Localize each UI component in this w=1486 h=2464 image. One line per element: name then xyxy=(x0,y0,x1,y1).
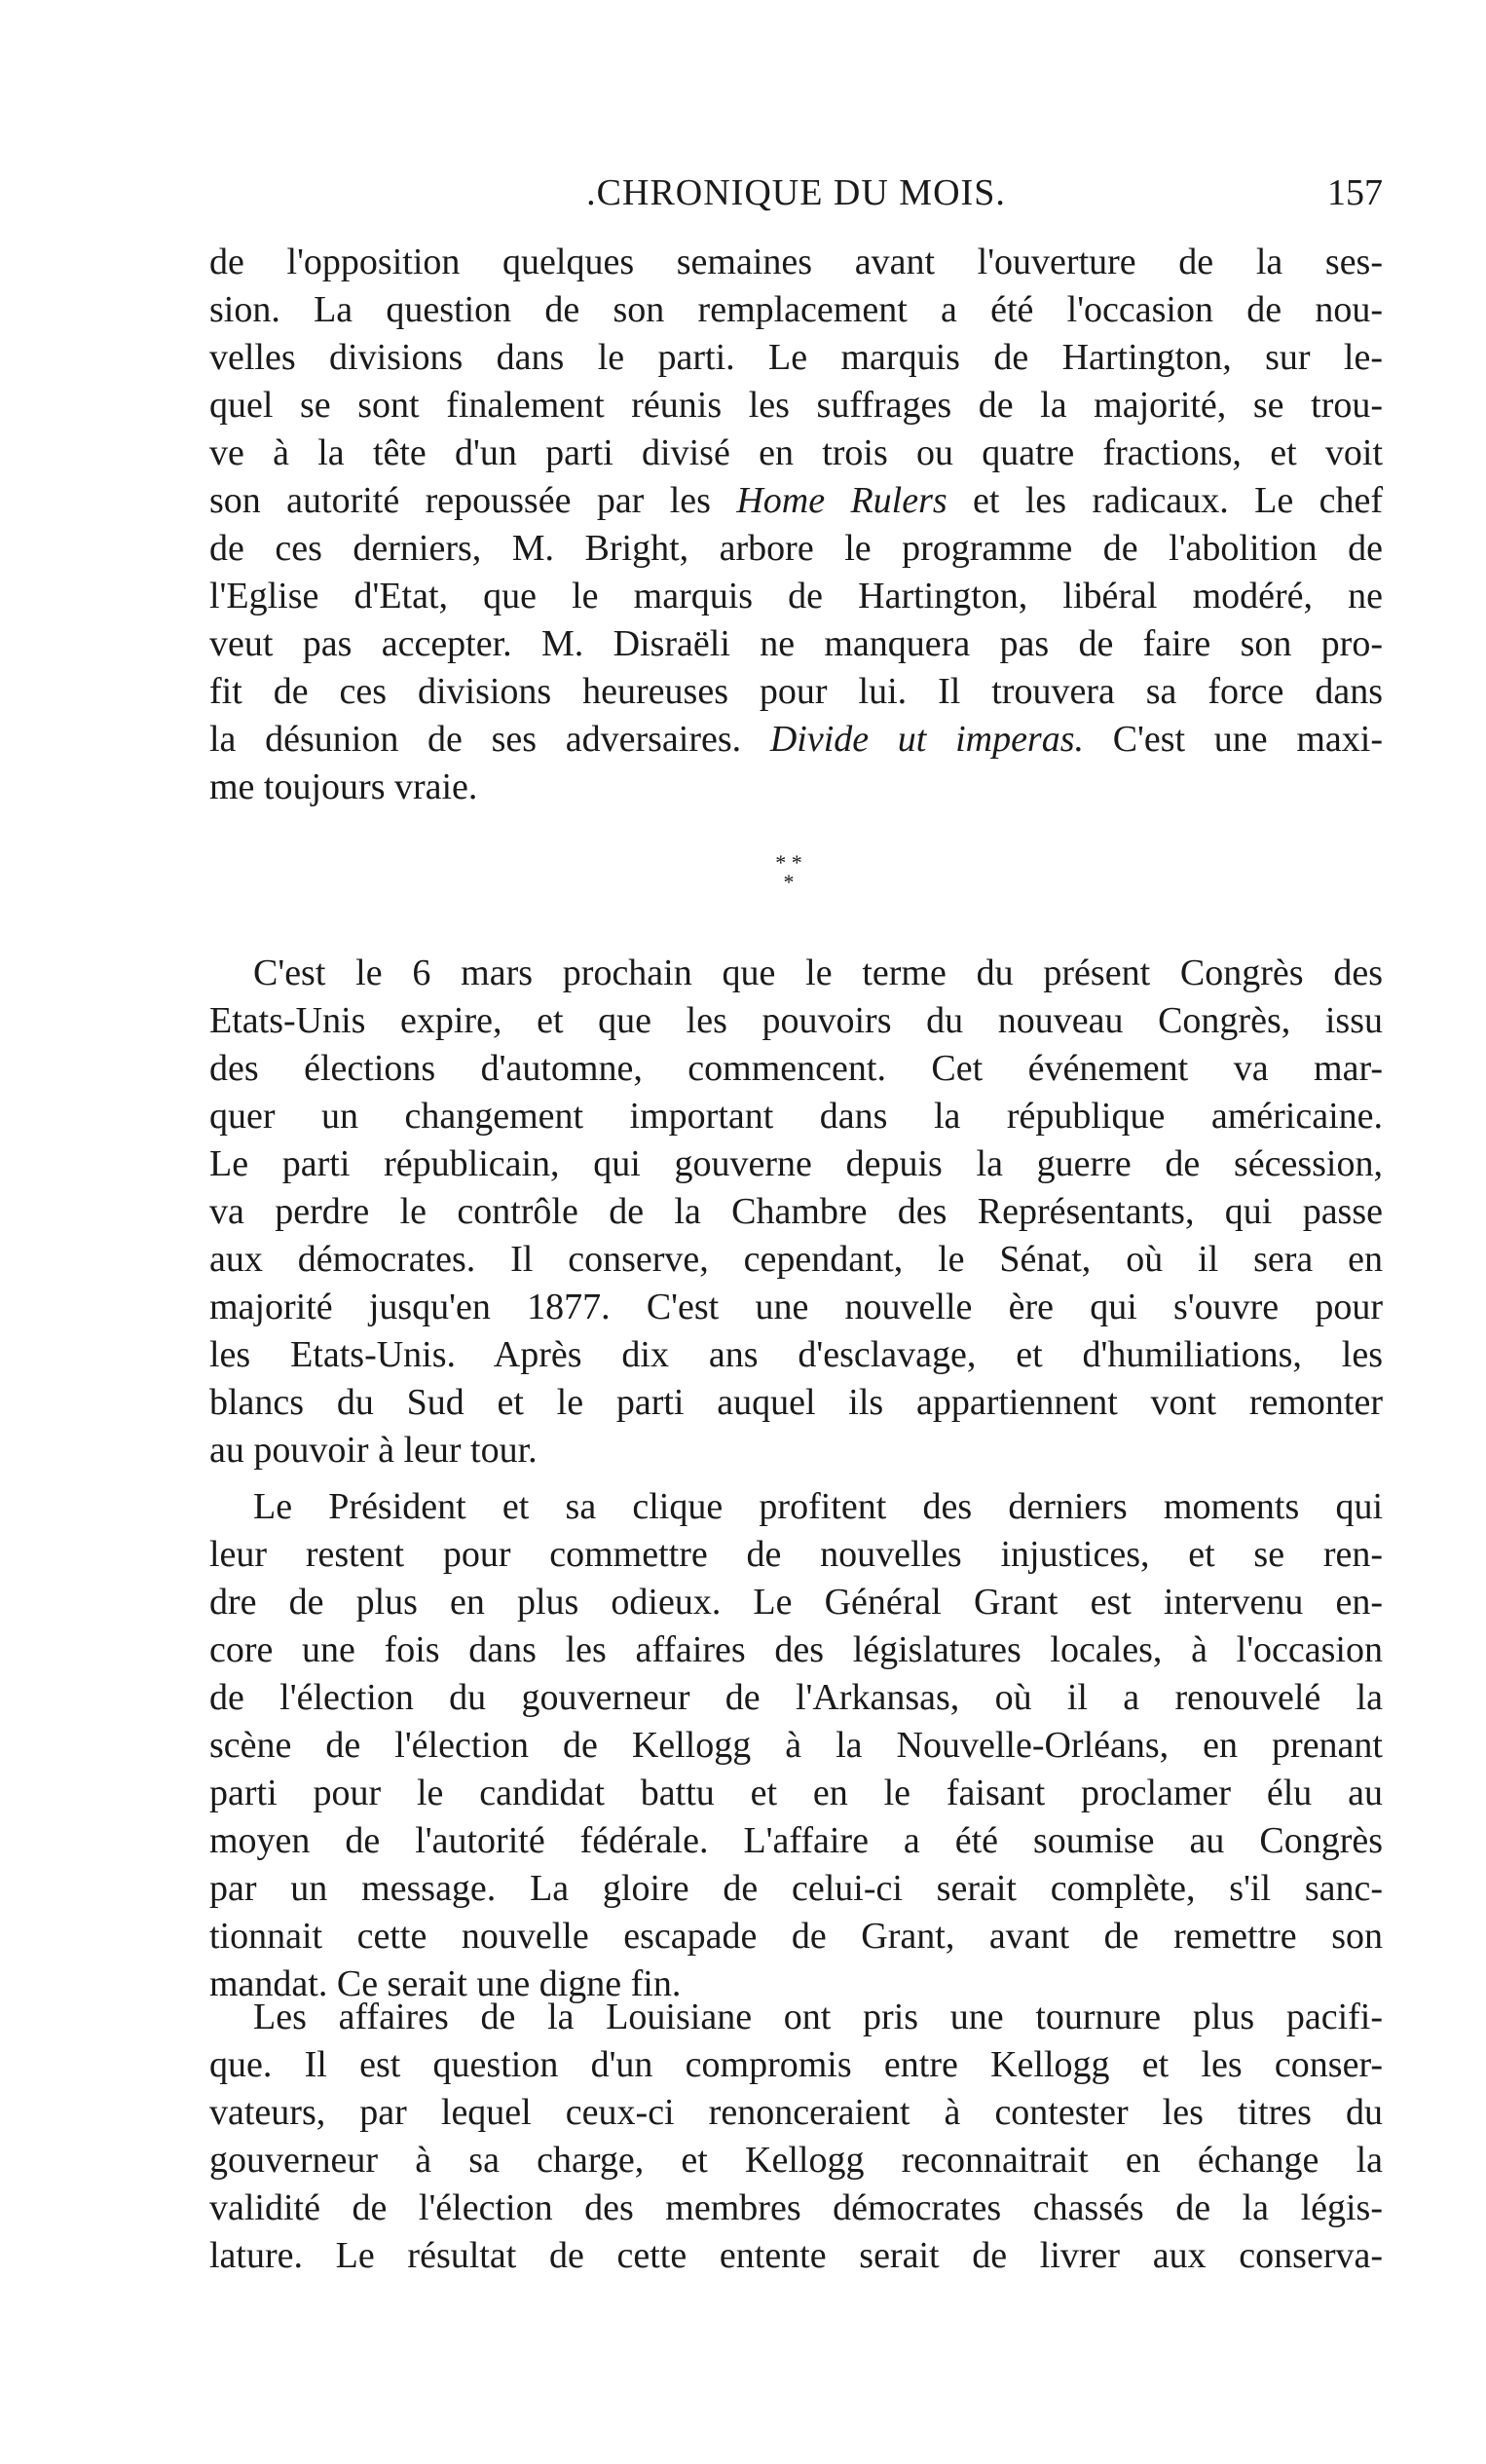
running-head xyxy=(209,164,1383,222)
separator-bottom-star: * xyxy=(783,870,795,894)
text-line: la désunion de ses adversaires. Divide ut imperas. C'est une maxi- xyxy=(209,719,1384,760)
text-line: leur restent pour commettre de nouvelles injustices, et se ren- xyxy=(209,1534,1383,1575)
text-line: que. Il est question d'un compromis entre Kellogg et les conser- xyxy=(209,2044,1383,2085)
text-line: vateurs, par lequel ceux-ci renonceraient à contester les titres du xyxy=(209,2092,1383,2133)
text-line: son autorité repoussée par les Home Rulers et les radicaux. Le chef xyxy=(209,480,1383,521)
text-line: Le Président et sa clique profitent des derniers moments qui xyxy=(253,1486,1383,1527)
paragraph-louisiana-affairs xyxy=(209,1994,1383,2280)
text-line: au pouvoir à leur tour. xyxy=(209,1430,538,1471)
text-line: me toujours vraie. xyxy=(209,766,478,807)
separator-top-stars: * * xyxy=(775,850,802,875)
text-line: Les affaires de la Louisiane ont pris une tournure plus pacifi- xyxy=(253,1997,1383,2037)
text-line: de ces derniers, M. Bright, arbore le programme de l'abolition de xyxy=(209,528,1383,569)
text-line: validité de l'élection des membres démocrates chassés de la légis- xyxy=(209,2187,1383,2228)
text-line: Etats-Unis expire, et que les pouvoirs du nouveau Congrès, issu xyxy=(209,1000,1383,1041)
text-line: lature. Le résultat de cette entente serait de livrer aux conserva- xyxy=(209,2235,1383,2276)
text-line: velles divisions dans le parti. Le marquis de Hartington, sur le- xyxy=(209,337,1383,378)
paragraph-england-politics xyxy=(209,239,1383,811)
text-line: veut pas accepter. M. Disraëli ne manquera pas de faire son pro- xyxy=(209,623,1383,664)
text-line: ve à la tête d'un parti divisé en trois ou quatre fractions, et voit xyxy=(209,432,1383,473)
text-line: mandat. Ce serait une digne fin. xyxy=(209,1963,682,2004)
text-line: de l'opposition quelques semaines avant l'ouverture de la ses- xyxy=(209,242,1383,282)
text-line: aux démocrates. Il conserve, cependant, le Sénat, où il sera en xyxy=(209,1239,1383,1280)
text-line: fit de ces divisions heureuses pour lui. Il trouvera sa force dans xyxy=(209,671,1383,712)
text-line: quer un changement important dans la république américaine. xyxy=(209,1096,1383,1137)
italic-text: Divide ut imperas. xyxy=(769,719,1085,760)
paragraph-president-grant xyxy=(209,1483,1383,2008)
text-line: gouverneur à sa charge, et Kellogg reconnaitrait en échange la xyxy=(209,2140,1383,2181)
text-line: C'est le 6 mars prochain que le terme du présent Congrès des xyxy=(253,952,1383,993)
text-line: tionnait cette nouvelle escapade de Grant, avant de remettre son xyxy=(209,1916,1383,1957)
text-line: majorité jusqu'en 1877. C'est une nouvelle ère qui s'ouvre pour xyxy=(209,1287,1383,1327)
running-title: .CHRONIQUE DU MOIS. xyxy=(586,172,1006,213)
page-number: 157 xyxy=(1327,172,1383,213)
paragraph-united-states-congress xyxy=(209,950,1383,1475)
text-line: les Etats-Unis. Après dix ans d'esclavage, et d'humiliations, les xyxy=(209,1334,1383,1375)
text-line: Le parti républicain, qui gouverne depuis la guerre de sécession, xyxy=(209,1143,1383,1184)
text-line: parti pour le candidat battu et en le faisant proclamer élu au xyxy=(209,1773,1383,1813)
text-line: des élections d'automne, commencent. Cet événement va mar- xyxy=(209,1048,1383,1089)
italic-text: Home Rulers xyxy=(736,480,947,521)
text-line: par un message. La gloire de celui-ci serait complète, s'il sanc- xyxy=(209,1868,1383,1909)
text-line: blancs du Sud et le parti auquel ils appartiennent vont remonter xyxy=(209,1382,1383,1423)
text-line: scène de l'élection de Kellogg à la Nouvelle-Orléans, en prenant xyxy=(209,1725,1383,1766)
section-separator xyxy=(750,850,828,912)
text-line: l'Eglise d'Etat, que le marquis de Hartington, libéral modéré, ne xyxy=(209,576,1383,616)
text-line: sion. La question de son remplacement a été l'occasion de nou- xyxy=(209,289,1383,330)
text-line: core une fois dans les affaires des législatures locales, à l'occasion xyxy=(209,1629,1383,1670)
text-line: va perdre le contrôle de la Chambre des Représentants, qui passe xyxy=(209,1191,1383,1232)
text-line: dre de plus en plus odieux. Le Général Grant est intervenu en- xyxy=(209,1582,1383,1623)
text-line: moyen de l'autorité fédérale. L'affaire a été soumise au Congrès xyxy=(209,1820,1383,1861)
text-line: de l'élection du gouverneur de l'Arkansas, où il a renouvelé la xyxy=(209,1677,1383,1718)
text-line: quel se sont finalement réunis les suffrages de la majorité, se trou- xyxy=(209,385,1383,426)
